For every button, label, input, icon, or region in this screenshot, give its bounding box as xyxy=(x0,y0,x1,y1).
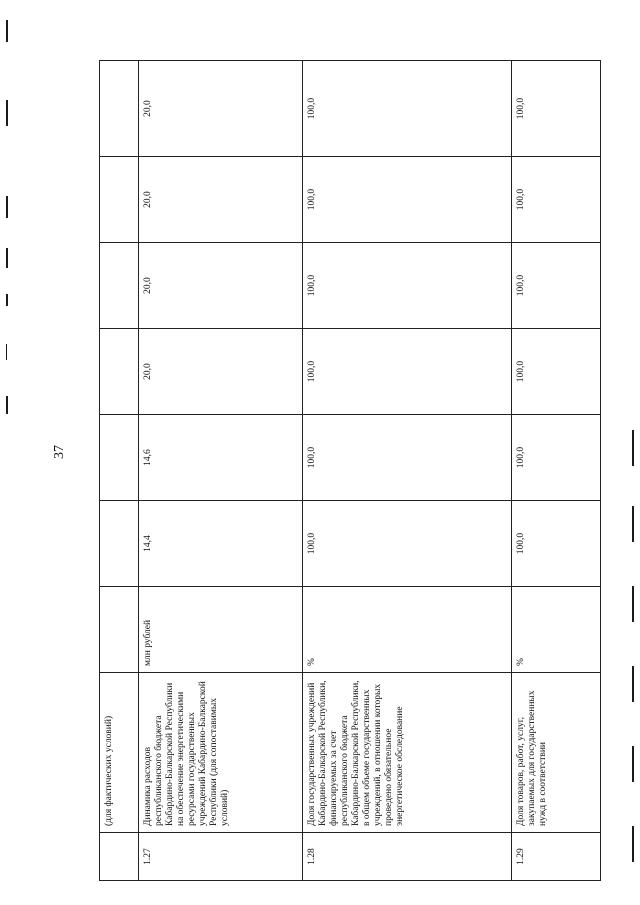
scan-mark xyxy=(6,196,8,218)
cell-value: 100,0 xyxy=(512,243,601,329)
cell-value: 100,0 xyxy=(512,157,601,243)
cell-indicator: (для фактических условий) xyxy=(100,673,139,833)
cell-value xyxy=(100,61,139,157)
cell-number xyxy=(100,833,139,881)
cell-value: 20,0 xyxy=(139,157,303,243)
cell-value: 14,4 xyxy=(139,501,303,587)
cell-value: 20,0 xyxy=(139,61,303,157)
cell-value: 100,0 xyxy=(303,415,512,501)
cell-value: 100,0 xyxy=(512,329,601,415)
table-row-continuation xyxy=(100,61,139,881)
scan-mark xyxy=(6,344,7,360)
cell-value xyxy=(100,501,139,587)
cell-unit: млн рублей xyxy=(139,587,303,673)
cell-value: 100,0 xyxy=(303,501,512,587)
cell-value: 100,0 xyxy=(512,415,601,501)
scan-mark xyxy=(632,746,634,782)
cell-value: 20,0 xyxy=(139,329,303,415)
cell-value xyxy=(100,415,139,501)
cell-value: 100,0 xyxy=(303,157,512,243)
cell-value: 100,0 xyxy=(303,243,512,329)
page-number: 37 xyxy=(52,445,67,459)
cell-value: 100,0 xyxy=(303,61,512,157)
cell-value: 100,0 xyxy=(303,329,512,415)
cell-number: 1.28 xyxy=(303,833,512,881)
table-row xyxy=(512,61,601,881)
cell-indicator: Динамика расходов республиканского бюджета Кабардино-Балкарской Республики на обеспечение энергетическими ресурсами государственных учреждений Кабардино-Балкарской Республики (для сопоставимых условий) xyxy=(139,673,303,833)
cell-number: 1.27 xyxy=(139,833,303,881)
cell-unit: % xyxy=(303,587,512,673)
indicators-table-frame xyxy=(99,61,566,881)
indicators-table-rotated xyxy=(99,61,566,881)
cell-value xyxy=(100,329,139,415)
cell-value: 100,0 xyxy=(512,61,601,157)
scan-mark xyxy=(632,430,634,466)
cell-value xyxy=(100,243,139,329)
scan-mark xyxy=(6,100,8,126)
cell-indicator: Доля товаров, работ, услуг, закупаемых для государственных нужд в соответствии xyxy=(512,673,601,833)
cell-number: 1.29 xyxy=(512,833,601,881)
scan-mark xyxy=(632,586,634,622)
scan-mark xyxy=(6,20,8,42)
scan-mark xyxy=(632,666,634,702)
indicators-table xyxy=(99,60,601,881)
scan-mark xyxy=(632,826,634,862)
cell-unit: % xyxy=(512,587,601,673)
cell-indicator: Доля государственных учреждений Кабардино-Балкарской Республики, финансируемых за счет республиканского бюджета Кабардино-Балкарской Республики, в общем объеме государственных учреждений, в отношении которых проведено обязательное энергетическое обследование xyxy=(303,673,512,833)
cell-value: 100,0 xyxy=(512,501,601,587)
cell-value xyxy=(100,157,139,243)
cell-value: 14,6 xyxy=(139,415,303,501)
scan-mark xyxy=(6,396,8,414)
scan-mark xyxy=(6,294,8,306)
cell-unit xyxy=(100,587,139,673)
table-row xyxy=(139,61,303,881)
cell-value: 20,0 xyxy=(139,243,303,329)
scan-mark xyxy=(6,248,8,268)
scan-mark xyxy=(632,506,634,542)
table-row xyxy=(303,61,512,881)
